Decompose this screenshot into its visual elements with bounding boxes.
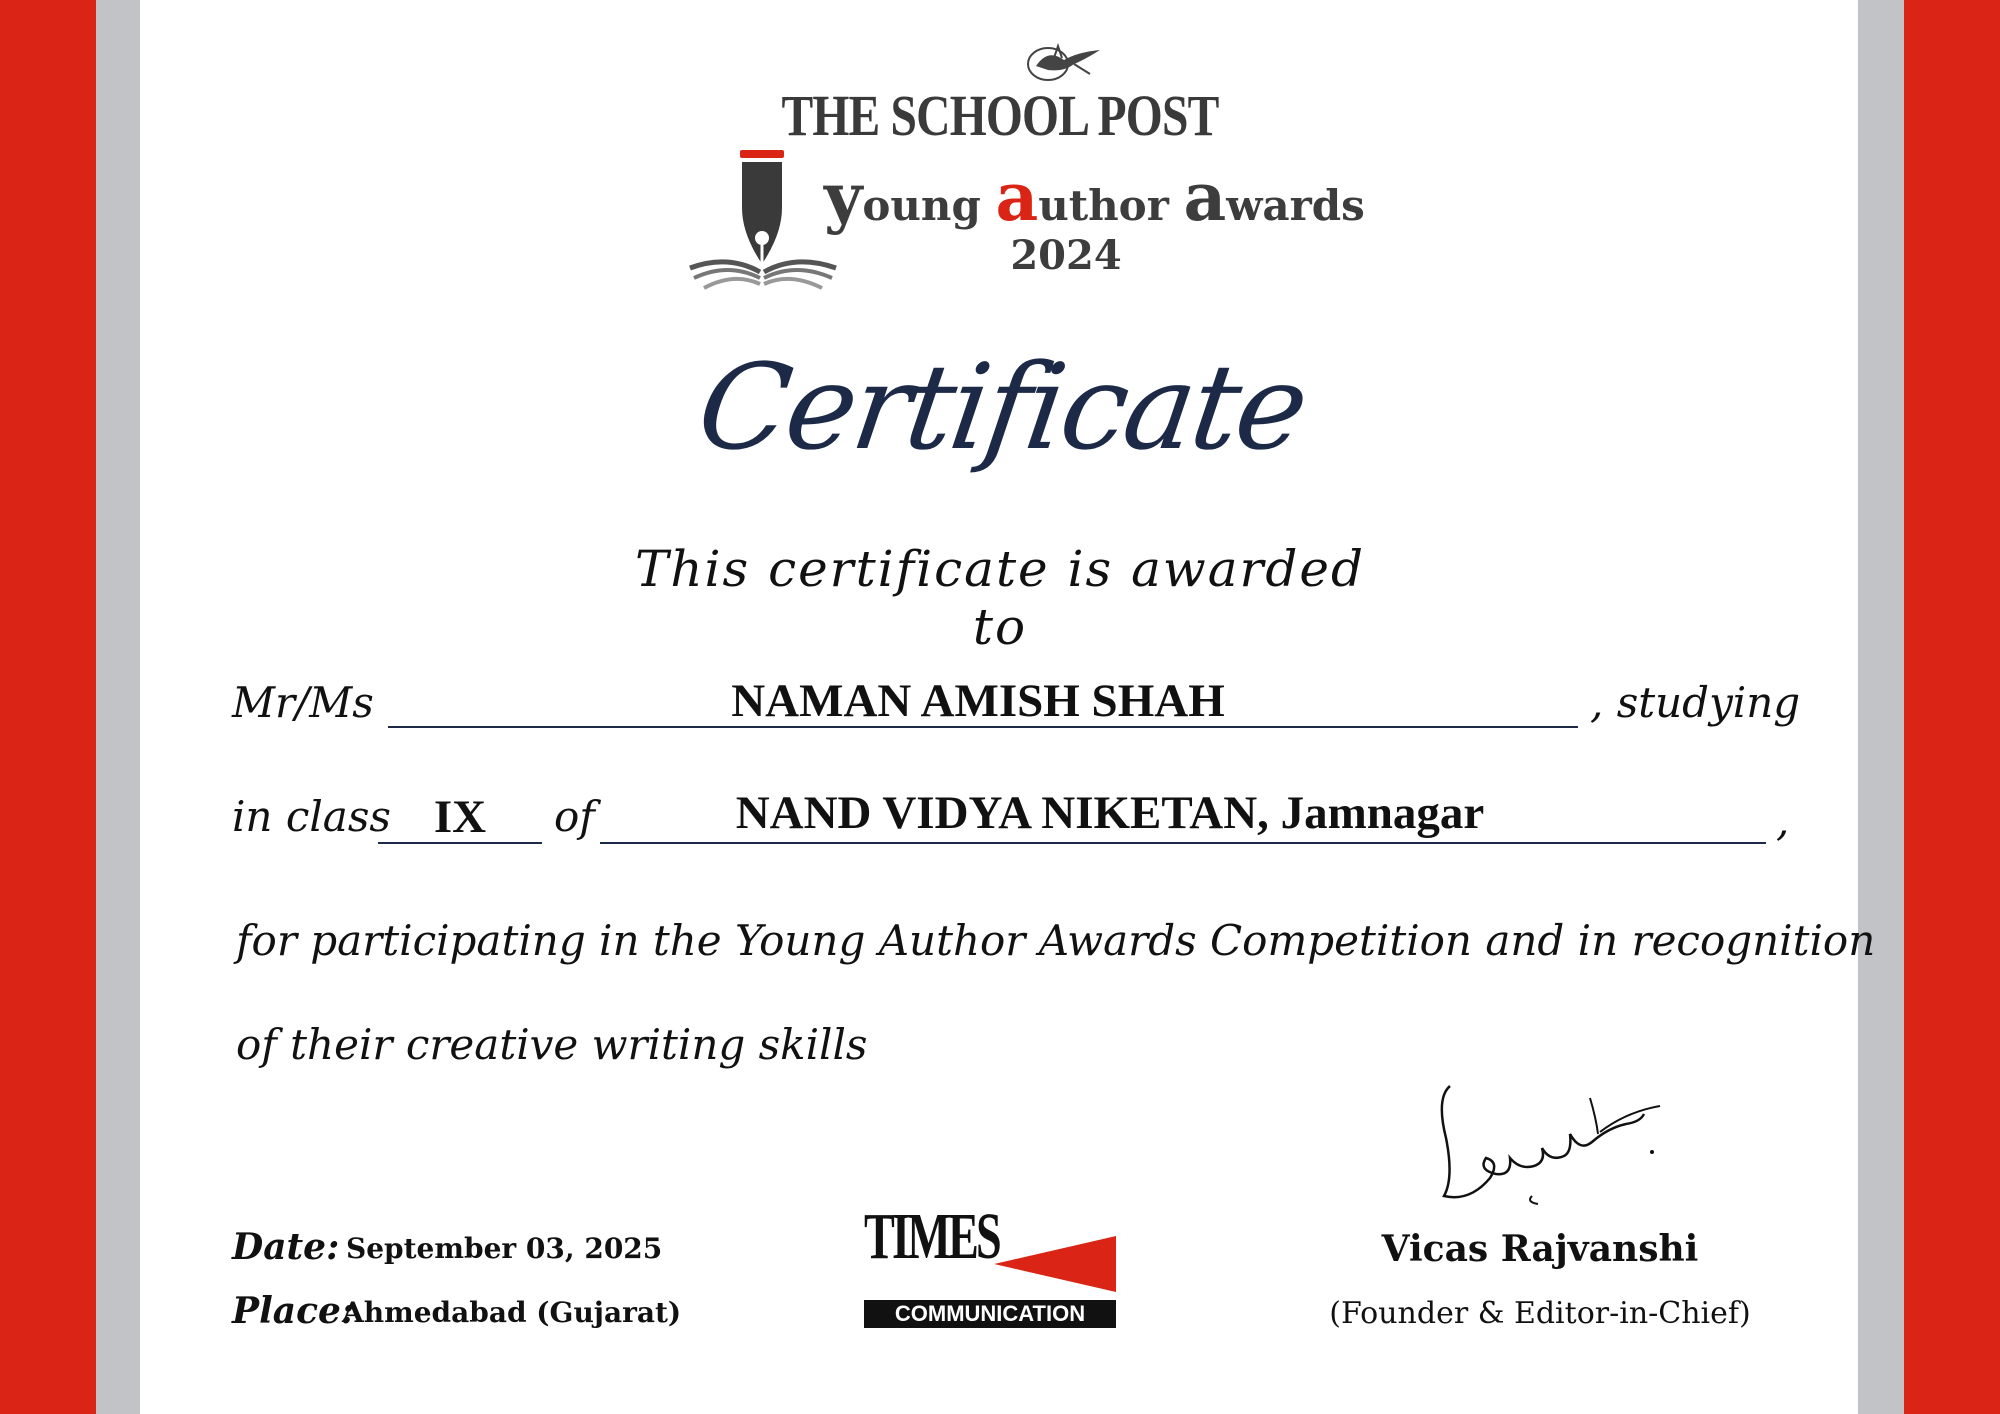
signer-title: (Founder & Editor-in-Chief) bbox=[1329, 1296, 1751, 1331]
left-gray-border bbox=[96, 0, 140, 1414]
recipient-name: NAMAN AMISH SHAH bbox=[731, 675, 1225, 727]
awarded-to-text: This certificate is awarded to bbox=[634, 540, 1366, 656]
award-letter-y: y bbox=[824, 158, 863, 236]
body-text-line-2: of their creative writing skills bbox=[236, 1020, 868, 1069]
times-communication-logo bbox=[862, 1200, 1116, 1328]
award-letter-a: a bbox=[1183, 158, 1227, 236]
award-name bbox=[824, 158, 1365, 236]
trailing-comma: , bbox=[1776, 796, 1790, 845]
signature-image bbox=[1430, 1078, 1670, 1218]
right-red-border bbox=[1904, 0, 2000, 1414]
school-underline bbox=[600, 842, 1766, 844]
name-prefix-label: Mr/Ms bbox=[232, 678, 374, 727]
fountain-pen-book-logo-icon bbox=[684, 148, 844, 306]
place-value: Ahmedabad (Gujarat) bbox=[342, 1296, 682, 1329]
signer-name: Vicas Rajvanshi bbox=[1381, 1228, 1699, 1270]
date-value: September 03, 2025 bbox=[346, 1232, 663, 1265]
left-red-border bbox=[0, 0, 96, 1414]
award-letter-a-red: a bbox=[995, 158, 1039, 236]
date-label: Date: bbox=[232, 1226, 340, 1268]
school-name: NAND VIDYA NIKETAN, Jamnagar bbox=[735, 787, 1485, 839]
bird-logo-icon bbox=[1018, 38, 1108, 88]
of-label: of bbox=[554, 792, 595, 841]
class-label: in class bbox=[232, 792, 391, 841]
award-word-oung: oung bbox=[862, 181, 981, 230]
sponsor-logo-top-text: TIMES bbox=[864, 1200, 999, 1273]
award-word-uthor: uthor bbox=[1038, 181, 1169, 230]
body-text-line-1: for participating in the Young Author Awards Competition and in recognition bbox=[236, 916, 1876, 965]
award-word-wards: wards bbox=[1226, 181, 1365, 230]
right-gray-border bbox=[1858, 0, 1904, 1414]
studying-label: , studying bbox=[1590, 678, 1801, 727]
class-value: IX bbox=[433, 791, 487, 843]
sponsor-logo-bottom-text: COMMUNICATION bbox=[864, 1300, 1116, 1328]
place-label: Place: bbox=[232, 1290, 355, 1332]
publication-name: THE SCHOOL POST bbox=[781, 83, 1219, 148]
award-year: 2024 bbox=[1010, 232, 1122, 279]
certificate-title: Certificate bbox=[690, 338, 1314, 476]
red-flag-icon bbox=[994, 1236, 1116, 1292]
